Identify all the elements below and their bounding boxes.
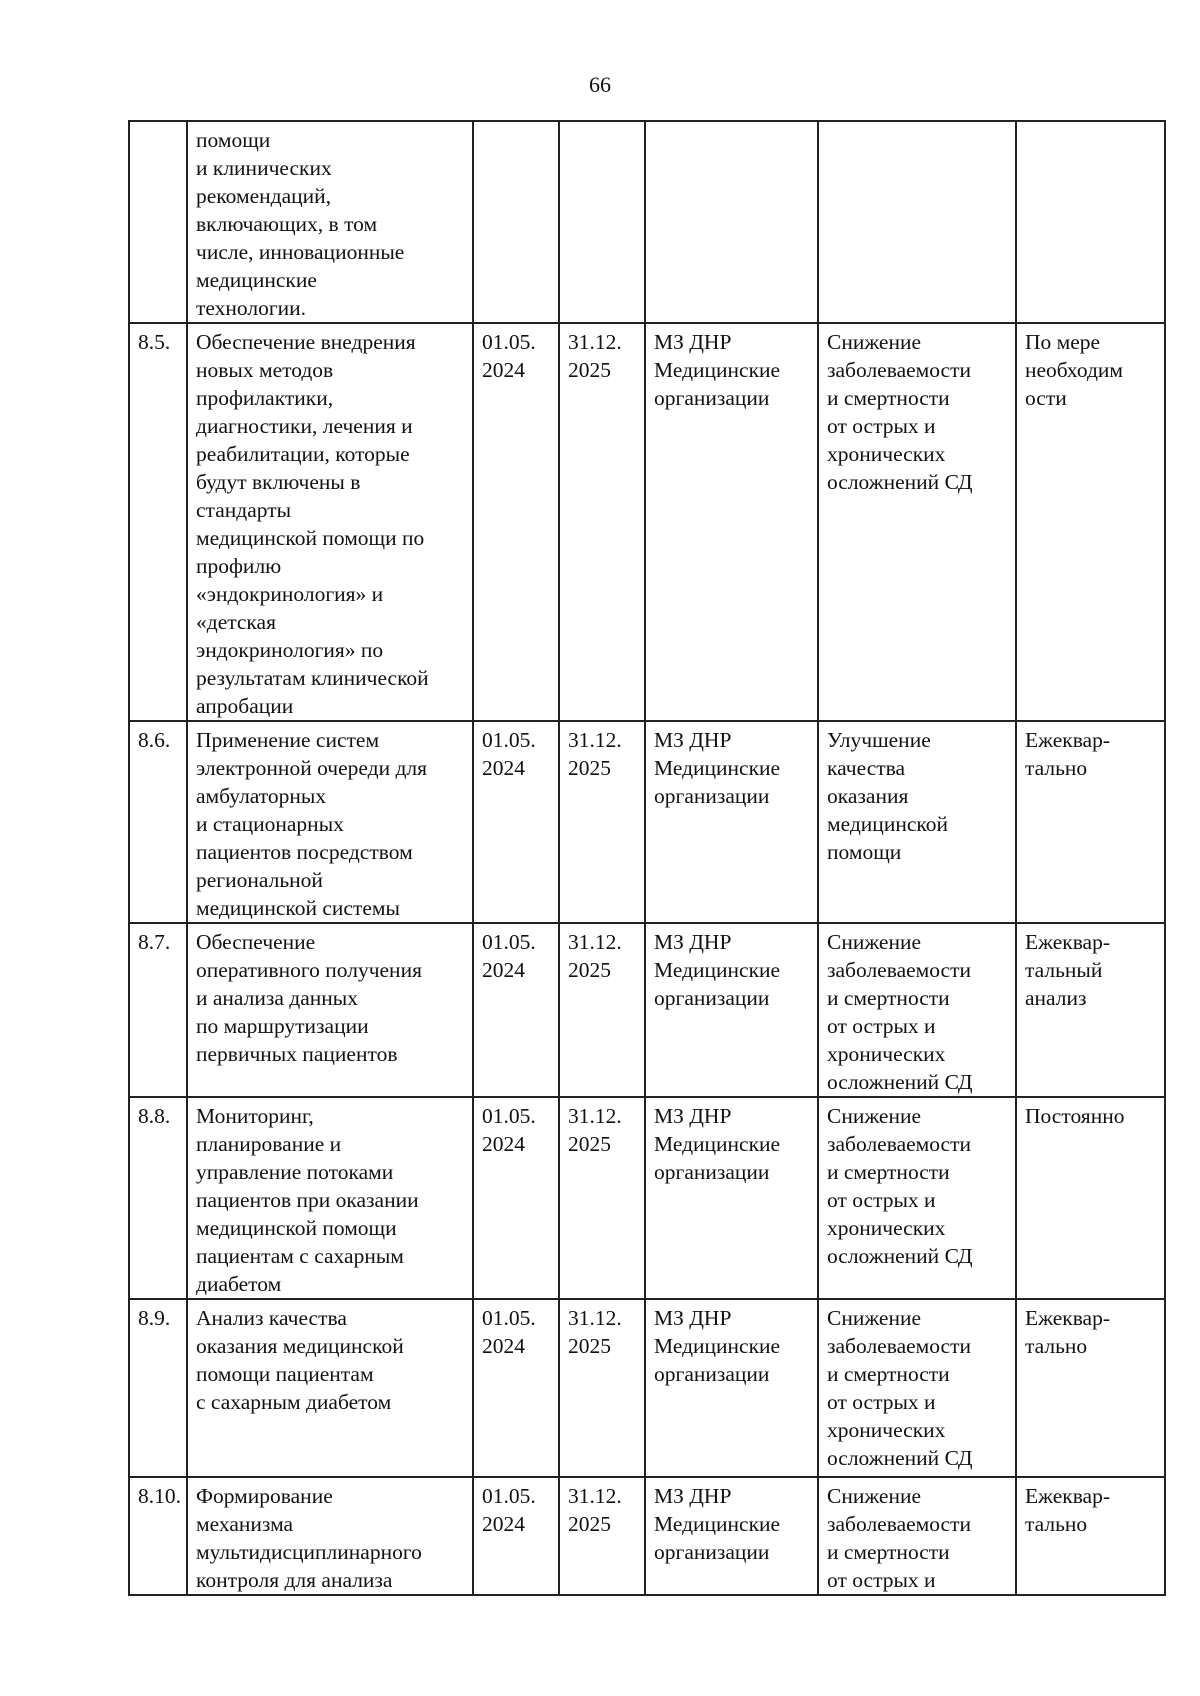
start-date-cell: 01.05. 2024 [473, 323, 559, 721]
frequency-cell: По мере необходим ости [1016, 323, 1165, 721]
frequency-cell: Ежеквар- тальный анализ [1016, 923, 1165, 1097]
frequency-cell: Ежеквар- тально [1016, 1477, 1165, 1595]
responsible-cell: МЗ ДНР Медицинские организации [645, 1477, 818, 1595]
responsible-cell: МЗ ДНР Медицинские организации [645, 1097, 818, 1299]
frequency-cell: Ежеквар- тально [1016, 1299, 1165, 1477]
item-number-cell: 8.8. [129, 1097, 187, 1299]
activity-cell: Мониторинг, планирование и управление потоками пациентов при оказании медицинской помощи пациентам с сахарным диабетом [187, 1097, 473, 1299]
item-number-cell: 8.9. [129, 1299, 187, 1477]
item-number-cell: 8.7. [129, 923, 187, 1097]
plan-table-body [129, 121, 1165, 1595]
end-date-cell [559, 121, 645, 323]
table-row [129, 1299, 1165, 1477]
start-date-cell: 01.05. 2024 [473, 721, 559, 923]
expected-result-cell: Снижение заболеваемости и смертности от острых и хронических осложнений СД [818, 1299, 1016, 1477]
item-number-cell: 8.5. [129, 323, 187, 721]
end-date-cell: 31.12. 2025 [559, 923, 645, 1097]
item-number-cell: 8.10. [129, 1477, 187, 1595]
end-date-cell: 31.12. 2025 [559, 323, 645, 721]
table-row [129, 1097, 1165, 1299]
activity-cell: Применение систем электронной очереди для амбулаторных и стационарных пациентов посредством региональной медицинской системы [187, 721, 473, 923]
expected-result-cell: Снижение заболеваемости и смертности от острых и хронических осложнений СД [818, 1097, 1016, 1299]
expected-result-cell: Снижение заболеваемости и смертности от острых и хронических осложнений СД [818, 323, 1016, 721]
expected-result-cell: Улучшение качества оказания медицинской помощи [818, 721, 1016, 923]
item-number-cell: 8.6. [129, 721, 187, 923]
responsible-cell: МЗ ДНР Медицинские организации [645, 1299, 818, 1477]
end-date-cell: 31.12. 2025 [559, 721, 645, 923]
table-row [129, 121, 1165, 323]
start-date-cell: 01.05. 2024 [473, 1477, 559, 1595]
item-number-cell [129, 121, 187, 323]
activity-cell: Обеспечение внедрения новых методов профилактики, диагностики, лечения и реабилитации, которые будут включены в стандарты медицинской помощи по профилю «эндокринология» и «детская эндокринология» по результатам клинической апробации [187, 323, 473, 721]
frequency-cell: Ежеквар- тально [1016, 721, 1165, 923]
start-date-cell: 01.05. 2024 [473, 1097, 559, 1299]
activity-cell: Формирование механизма мультидисциплинарного контроля для анализа [187, 1477, 473, 1595]
end-date-cell: 31.12. 2025 [559, 1299, 645, 1477]
expected-result-cell [818, 121, 1016, 323]
activity-cell: Анализ качества оказания медицинской помощи пациентам с сахарным диабетом [187, 1299, 473, 1477]
page-number: 66 [589, 72, 611, 97]
start-date-cell [473, 121, 559, 323]
start-date-cell: 01.05. 2024 [473, 923, 559, 1097]
end-date-cell: 31.12. 2025 [559, 1097, 645, 1299]
table-row [129, 1477, 1165, 1595]
frequency-cell: Постоянно [1016, 1097, 1165, 1299]
activity-cell: помощи и клинических рекомендаций, включающих, в том числе, инновационные медицинские технологии. [187, 121, 473, 323]
responsible-cell [645, 121, 818, 323]
plan-table [128, 120, 1166, 1596]
responsible-cell: МЗ ДНР Медицинские организации [645, 923, 818, 1097]
start-date-cell: 01.05. 2024 [473, 1299, 559, 1477]
table-row [129, 721, 1165, 923]
expected-result-cell: Снижение заболеваемости и смертности от острых и [818, 1477, 1016, 1595]
table-row [129, 923, 1165, 1097]
table-row [129, 323, 1165, 721]
end-date-cell: 31.12. 2025 [559, 1477, 645, 1595]
frequency-cell [1016, 121, 1165, 323]
responsible-cell: МЗ ДНР Медицинские организации [645, 323, 818, 721]
responsible-cell: МЗ ДНР Медицинские организации [645, 721, 818, 923]
expected-result-cell: Снижение заболеваемости и смертности от острых и хронических осложнений СД [818, 923, 1016, 1097]
activity-cell: Обеспечение оперативного получения и анализа данных по маршрутизации первичных пациентов [187, 923, 473, 1097]
